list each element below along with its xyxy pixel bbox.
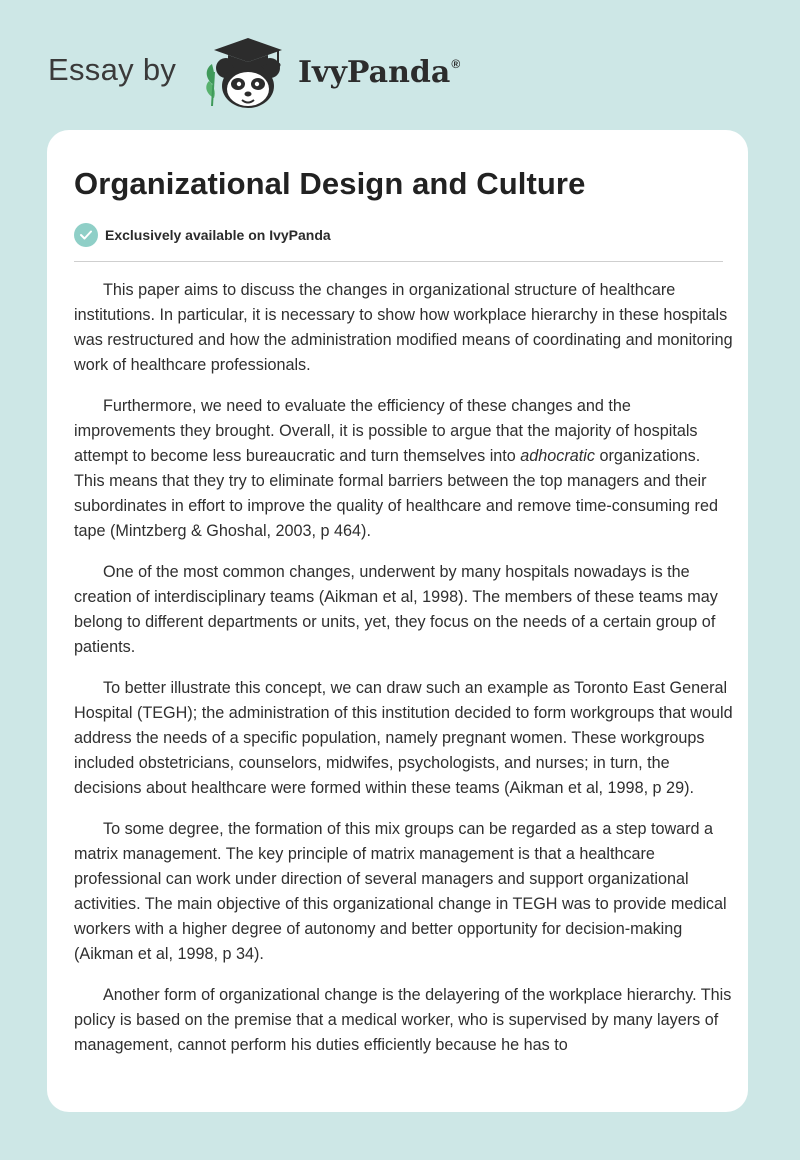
paragraph-text: This paper aims to discuss the changes in organizational structure of healthcare institutions. In particular, it is necessary to show how workplace hierarchy in these hospitals was restructured and how the administration modified means of coordinating and monitoring work of healthcare professionals. bbox=[74, 281, 733, 374]
paragraph-6 bbox=[74, 983, 734, 1058]
essay-body bbox=[74, 278, 734, 1074]
emphasized-term: adhocratic bbox=[520, 447, 595, 465]
paragraph-text: To better illustrate this concept, we can draw such an example as Toronto East General Hospital (TEGH); the administration of this institution decided to form workgroups that would address the needs of a specific population, namely pregnant women. These workgroups included obstetricians, counselors, midwifes, psychologists, and nurses; in turn, the decisions about healthcare were formed within these teams (Aikman et al, 1998, p 29). bbox=[74, 679, 733, 797]
essay-card bbox=[47, 130, 748, 1112]
paragraph-2 bbox=[74, 394, 734, 544]
page-title: Organizational Design and Culture bbox=[74, 166, 586, 201]
paragraph-text: Another form of organizational change is the delayering of the workplace hierarchy. This policy is based on the premise that a medical worker, who is supervised by many layers of management, cannot perform his duties efficiently because he has to bbox=[74, 986, 732, 1054]
brand-name-text: IvyPanda bbox=[298, 55, 451, 90]
paragraph-3 bbox=[74, 560, 734, 660]
divider bbox=[74, 261, 723, 262]
exclusive-badge bbox=[74, 222, 331, 248]
paragraph-4 bbox=[74, 676, 734, 801]
essay-by-label: Essay by bbox=[48, 52, 177, 87]
paragraph-5 bbox=[74, 817, 734, 967]
paragraph-text: To some degree, the formation of this mix groups can be regarded as a step toward a matrix management. The key principle of matrix management is that a healthcare professional can work under direction of several managers and support organizational activities. The main objective of this organizational change in TEGH was to provide medical workers with a higher degree of autonomy and better opportunity for decision-making (Aikman et al, 1998, p 34). bbox=[74, 820, 727, 963]
paragraph-text: Furthermore, we need to evaluate the efficiency of these changes and the improvements they brought. Overall, it is possible to argue that the majority of hospitals attempt to become less bureaucratic and turn themselves into bbox=[74, 397, 698, 465]
paragraph-text: organizations. This means that they try to eliminate formal barriers between the top managers and their subordinates in effort to improve the quality of healthcare and remove time-consuming red tape (Mintzberg & Ghoshal, 2003, p 464). bbox=[74, 447, 718, 540]
check-icon bbox=[74, 223, 98, 247]
registered-mark: ® bbox=[451, 57, 461, 71]
panda-logo-icon[interactable] bbox=[200, 32, 292, 112]
brand-name[interactable] bbox=[298, 55, 459, 90]
paragraph-text: One of the most common changes, underwent by many hospitals nowadays is the creation of interdisciplinary teams (Aikman et al, 1998). The members of these teams may belong to different departments or units, yet, they focus on the needs of a certain group of patients. bbox=[74, 563, 718, 656]
exclusive-badge-label: Exclusively available on IvyPanda bbox=[105, 227, 331, 243]
paragraph-1 bbox=[74, 278, 734, 378]
site-header bbox=[0, 0, 800, 130]
